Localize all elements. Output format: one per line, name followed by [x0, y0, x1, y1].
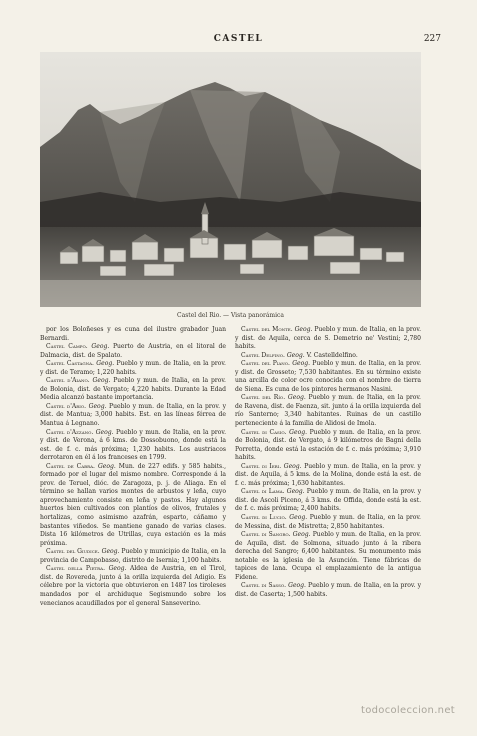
entry: Castel del Piano. Geog. Pueblo y mun. de Italia, en la prov. y dist. de Grosseto; 7,530 habitantes. En su término existe una arcilla de color ocre conocida con el nombre de tierra de Siena. Es cuna de los pintores hermanos Nasini.: [235, 360, 421, 393]
entry: Castel di Sangro. Geog. Pueblo y mun. de Italia, en la prov. de Aquila, dist. de Solmona, situado junto á la ribera derecha del Sangro; 6,400 habitantes. Su monumento más notable es la iglesia de la Asunción. Tiene fábricas de tapices de lana. Ocupa el emplazamiento de la antigua Fidene.: [235, 531, 421, 581]
entry: Castel Castagna. Geog. Pueblo y mun. de Italia, en la prov. y dist. de Teramo; 1,220 habits.: [40, 360, 226, 376]
entry: Castel Campo. Geog. Puerto de Austria, en el litoral de Dalmacia, dist. de Spalato.: [40, 343, 226, 359]
entry: Castel di Lama. Geog. Pueblo y mun. de Italia, en la prov. y dist. de Ascoli Piceno, á 3 kms. de Offida, donde está la est. de f. c. más próxima; 2,400 habits.: [235, 488, 421, 513]
entry: Castel di Sasso. Geog. Pueblo y mun. de Italia, en la prov. y dist. de Caserta; 1,500 habits.: [235, 582, 421, 598]
entry: Castel d'Ario. Geog. Pueblo y mun. de Italia, en la prov. y dist. de Mantua; 3,000 habits. Est. en las líneas férrea de Mantua á Legnano.: [40, 402, 226, 428]
entry: Castel di Ieri. Geog. Pueblo y mun. de Italia, en la prov. y dist. de Aquila, á 5 kms. de la Molina, donde está la est. de f. c. más próxima; 1,630 habitantes.: [235, 462, 421, 487]
entry: Castel del Giudice. Geog. Pueblo y municipio de Italia, en la provincia de Campobasso, distrito de Isernia; 1,100 habits.: [40, 548, 226, 564]
running-head: CASTEL: [213, 34, 264, 44]
entry: Castel di Lucio. Geog. Pueblo y mun. de Italia, en la prov. de Messina, dist. de Mistretta; 2,850 habitantes.: [235, 514, 421, 530]
photo-caption: Castel del Rio. — Vista panorámica: [177, 312, 284, 319]
entry: Castel d'Aiano. Geog. Pueblo y mun. de Italia, en la prov. de Bolonia, dist. de Vergato; 4,220 habits. Durante la Edad Media alcanzó bastante importancia.: [40, 377, 226, 402]
entry: por los Boloñeses y es cuna del ilustre grabador Juan Bernardi.: [40, 326, 226, 342]
panorama-photo: [40, 52, 421, 307]
entry: Castel de Cabra. Geog. Mun. de 227 edifs. y 585 habits., formado por el lugar del mismo nombre. Corresponde á la prov. de Teruel, dióc. de Zaragoza, p. j. de Aliaga. En el término se hallan varios montes de arbustos y leña, cuyo aprovechamiento consiste en leña y pastos. Hay algunos huertos bien cultivados con plantíos de olivos, frutales y hortalizas, como asimismo azafrán, esparto, cáñamo y bastantes viñedos. Se mantiene ganado de varias clases. Dista 16 kilómetros de Utrillas, cuya estación es la más próxima.: [40, 462, 226, 547]
entry: Castel della Pietra. Geog. Aldea de Austria, en el Tirol, dist. de Rovereda, junto á la orilla izquierda del Adigio. Es célebre por la victoria que obtuvieron en 1487 los tiroleses mandados por el archiduque Segismundo sobre los venecianos acaudillados por el general Sanseverino.: [40, 565, 226, 607]
entry: Castel del Río. Geog. Pueblo y mun. de Italia, en la prov. de Ravena, dist. de Faenza, sit. junto á la orilla izquierda del río Santerno; 3,340 habitantes. Ruinas de un castillo perteneciente á la familia de Alidosi de Imola.: [235, 394, 421, 428]
right-column: [235, 326, 421, 706]
left-column: [40, 326, 226, 706]
page-number: 227: [423, 34, 441, 44]
entry: Castel d'Azzano. Geog. Pueblo y mun. de Italia, en la prov. y dist. de Verona, á 6 kms. de Dossobuono, donde está la est. de f. c. más próxima; 1,230 habits. Los austriacos derrotaron en él á los franceses en 1799.: [40, 428, 226, 462]
entry: Castel del Monte. Geog. Pueblo y mun. de Italia, en la prov. y dist. de Aquila, cerca de S. Demetrio ne' Vestini; 2,780 habits.: [235, 326, 421, 351]
entry: Castel di Casio. Geog. Pueblo y mun. de Italia, en la prov. de Bolonia, dist. de Vergato, á 9 kilómetros de Bagni della Porretta, donde está la estación de f. c. más próxima; 3,910 habits.: [235, 428, 421, 462]
text-columns: [40, 326, 421, 706]
watermark: todocoleccion.net: [361, 705, 455, 716]
entry: Castel Delfino. Geog. V. Castelldelfino.: [241, 351, 358, 359]
